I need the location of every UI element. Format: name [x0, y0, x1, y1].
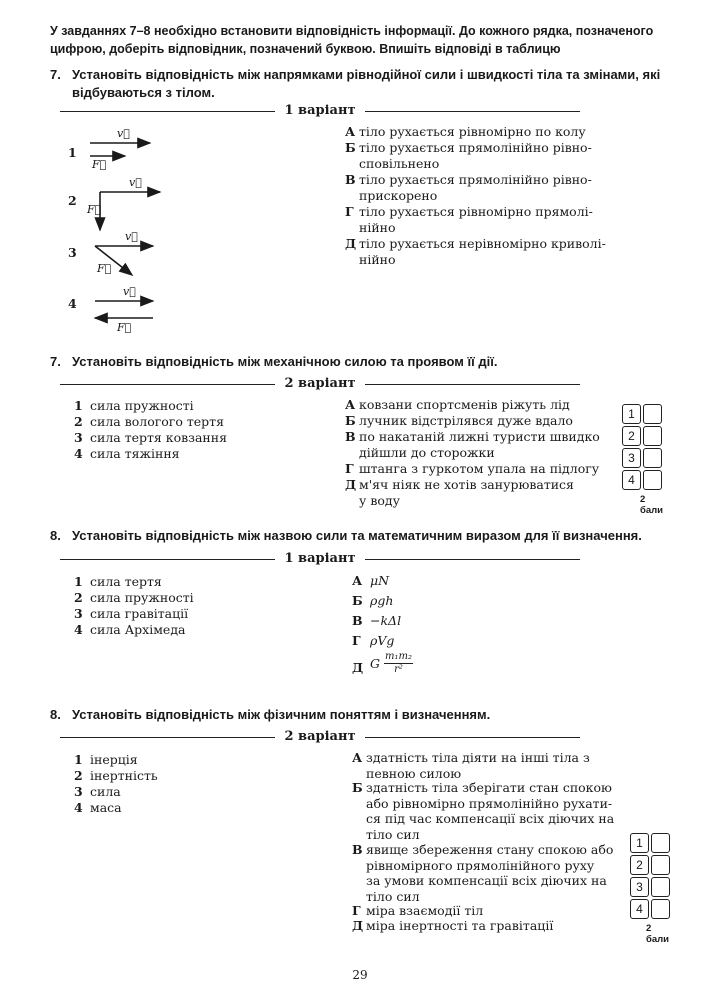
option-letter: В [345, 429, 356, 444]
answer-cell[interactable] [651, 899, 670, 919]
option-text: тіло рухається рівномірно по колу [359, 124, 586, 139]
answer-cell[interactable] [651, 833, 670, 853]
option [352, 918, 617, 934]
option-letter: Б [352, 780, 363, 795]
option [345, 413, 615, 429]
option-letter: Д [352, 918, 364, 933]
answer-cell[interactable] [643, 426, 662, 446]
list-item [74, 574, 162, 590]
item-text: інертність [90, 768, 158, 783]
item-number: 2 [68, 193, 77, 208]
velocity-label: v⃗ [123, 285, 136, 298]
option [345, 236, 645, 268]
variant-header [60, 728, 580, 748]
answer-cell[interactable] [643, 448, 662, 468]
task-number: 7. [50, 67, 61, 82]
item-number: 4 [74, 446, 83, 461]
vector-diagrams [65, 125, 185, 345]
list-item [74, 784, 121, 800]
option-text: по накатаній лижні туристи швидко дійшли до сторожки [359, 429, 600, 460]
variant-label: 1 варіант [284, 551, 356, 566]
task-number: 8. [50, 707, 61, 722]
velocity-label: v⃗ [117, 127, 130, 140]
fraction-numerator: m₁m₂ [384, 651, 412, 662]
item-number: 1 [68, 145, 77, 160]
option-letter: Г [352, 633, 361, 648]
list-item [74, 752, 138, 768]
list-item [74, 414, 224, 430]
item-number: 4 [74, 622, 83, 637]
option-letter: В [352, 842, 363, 857]
option [345, 477, 615, 509]
force-label: F⃗ [87, 203, 102, 216]
item-text: сила вологого тертя [90, 414, 224, 429]
velocity-label: v⃗ [125, 230, 138, 243]
option-letter: Д [345, 477, 357, 492]
list-item [74, 606, 188, 622]
points-label: 2 бали [646, 923, 670, 945]
option [352, 633, 552, 649]
task-text: Установіть відповідність між механічною силою та проявом її дії. [72, 354, 498, 369]
answer-cell[interactable] [643, 470, 662, 490]
fraction [384, 651, 413, 676]
item-text: сила тертя ковзання [90, 430, 227, 445]
task-7-v2-question [50, 353, 690, 373]
option-letter: А [345, 397, 356, 412]
option-letter: В [345, 172, 356, 187]
option [352, 593, 552, 609]
task-7-v1-question [50, 66, 690, 106]
variant-label: 2 варіант [284, 729, 356, 744]
task-text: Установіть відповідність між фізичним поняттям і визначенням. [72, 707, 491, 722]
option-text: тіло рухається прямолінійно рівно- прискорено [359, 172, 592, 203]
item-text: сила гравітації [90, 606, 189, 621]
item-number: 4 [74, 800, 83, 815]
option-letter: А [345, 124, 356, 139]
fraction-denominator: r² [394, 664, 403, 675]
item-text: сила Архімеда [90, 622, 186, 637]
task-number: 7. [50, 354, 61, 369]
option [352, 613, 552, 629]
answer-cell[interactable] [651, 855, 670, 875]
item-text: сила пружності [90, 398, 194, 413]
option-text: тіло рухається рівномірно прямолі- нійно [359, 204, 593, 235]
answer-grid [630, 833, 674, 945]
option-letter: Д [345, 236, 357, 251]
option-letter: Б [352, 593, 363, 608]
option [352, 903, 617, 919]
option [345, 140, 645, 172]
list-item [74, 800, 122, 816]
task-text: Установіть відповідність між назвою сили та математичним виразом для її визначення. [72, 528, 642, 543]
list-item [74, 768, 158, 784]
task-number: 8. [50, 528, 61, 543]
list-item [74, 446, 180, 462]
divider [365, 384, 580, 385]
option-text: міра взаємодії тіл [366, 903, 484, 918]
answer-cell[interactable] [651, 877, 670, 897]
grid-label: 1 [630, 833, 649, 853]
variant-header [60, 375, 580, 395]
grid-label: 1 [622, 404, 641, 424]
item-number: 3 [74, 606, 83, 621]
divider [365, 111, 580, 112]
option-letter: А [352, 750, 363, 765]
option-text: м'яч ніяк не хотів занурюватися у воду [359, 477, 574, 508]
grid-label: 4 [630, 899, 649, 919]
option [352, 780, 617, 844]
option-text: здатність тіла діяти на інші тіла з певною силою [366, 750, 590, 781]
item-number: 3 [68, 245, 77, 260]
answer-cell[interactable] [643, 404, 662, 424]
option [345, 124, 645, 140]
instructions: У завданнях 7–8 необхідно встановити відповідність інформації. До кожного рядка, позначеного цифрою, доберіть відповідник, позначений буквою. Впишіть відповіді в таблицю [50, 24, 654, 56]
points-label: 2 бали [640, 494, 664, 516]
grid-label: 2 [630, 855, 649, 875]
item-text: інерція [90, 752, 138, 767]
option [352, 573, 552, 589]
option [345, 204, 645, 236]
formula: μN [370, 573, 390, 588]
page-number: 29 [352, 968, 368, 982]
option [345, 429, 615, 461]
option-letter: А [352, 573, 363, 588]
list-item [74, 430, 227, 446]
option [345, 172, 645, 204]
grid-label: 3 [622, 448, 641, 468]
item-number: 1 [74, 574, 83, 589]
velocity-label: v⃗ [129, 176, 142, 189]
item-number: 2 [74, 590, 83, 605]
option-letter: Г [345, 204, 354, 219]
grid-label: 2 [622, 426, 641, 446]
item-number: 1 [74, 398, 83, 413]
force-label: F⃗ [92, 158, 107, 171]
option [345, 461, 615, 477]
option-text: штанга з гуркотом упала на підлогу [359, 461, 600, 476]
item-number: 2 [74, 768, 83, 783]
force-label: F⃗ [97, 262, 112, 275]
item-number: 3 [74, 784, 83, 799]
option-text: явище збереження стану спокою або рівномірного прямолінійного руху за умови компенсації всіх діючих на тіло сил [366, 842, 614, 904]
option [345, 397, 615, 413]
variant-header [60, 550, 580, 570]
item-number: 2 [74, 414, 83, 429]
variant-label: 1 варіант [284, 103, 356, 118]
grid-label: 3 [630, 877, 649, 897]
divider [365, 559, 580, 560]
option-text: лучник відстрілявся дуже вдало [359, 413, 573, 428]
list-item [74, 590, 194, 606]
item-text: сила тертя [90, 574, 162, 589]
option-letter: Б [345, 140, 356, 155]
option-letter: Д [352, 660, 364, 675]
option [352, 750, 617, 782]
item-text: сила пружності [90, 590, 194, 605]
task-text: Установіть відповідність між напрямками рівнодійної сили і швидкості тіла та змінами, які відбуваються з тілом. [72, 67, 661, 100]
option-letter: Г [345, 461, 354, 476]
option-text: ковзани спортсменів ріжуть лід [359, 397, 570, 412]
option-text: здатність тіла зберігати стан спокою або рівномірно прямолінійно рухати- ся під час компенсації всіх діючих на тіло сил [366, 780, 615, 842]
option-letter: Г [352, 903, 361, 918]
answer-grid [622, 404, 666, 516]
formula: −kΔl [370, 613, 402, 628]
item-number: 1 [74, 752, 83, 767]
option [352, 651, 552, 685]
variant-label: 2 варіант [284, 376, 356, 391]
formula-constant: G [370, 655, 380, 671]
option-text: міра інертності та гравітації [366, 918, 554, 933]
list-item [74, 398, 194, 414]
item-text: сила тяжіння [90, 446, 180, 461]
option-text: тіло рухається нерівномірно криволі- нійно [359, 236, 606, 267]
item-text: сила [90, 784, 121, 799]
formula [370, 651, 413, 676]
task-8-v2-question [50, 706, 690, 726]
variant-header [60, 102, 580, 122]
item-text: маса [90, 800, 122, 815]
formula: ρgh [370, 593, 394, 608]
task-8-v1-question [50, 527, 690, 547]
force-label: F⃗ [117, 321, 132, 334]
option-text: тіло рухається прямолінійно рівно- сповільнено [359, 140, 592, 171]
item-number: 3 [74, 430, 83, 445]
formula: ρVg [370, 633, 395, 648]
option-letter: Б [345, 413, 356, 428]
item-number: 4 [68, 296, 77, 311]
option-letter: В [352, 613, 363, 628]
grid-label: 4 [622, 470, 641, 490]
divider [365, 737, 580, 738]
list-item [74, 622, 185, 638]
option [352, 842, 617, 906]
